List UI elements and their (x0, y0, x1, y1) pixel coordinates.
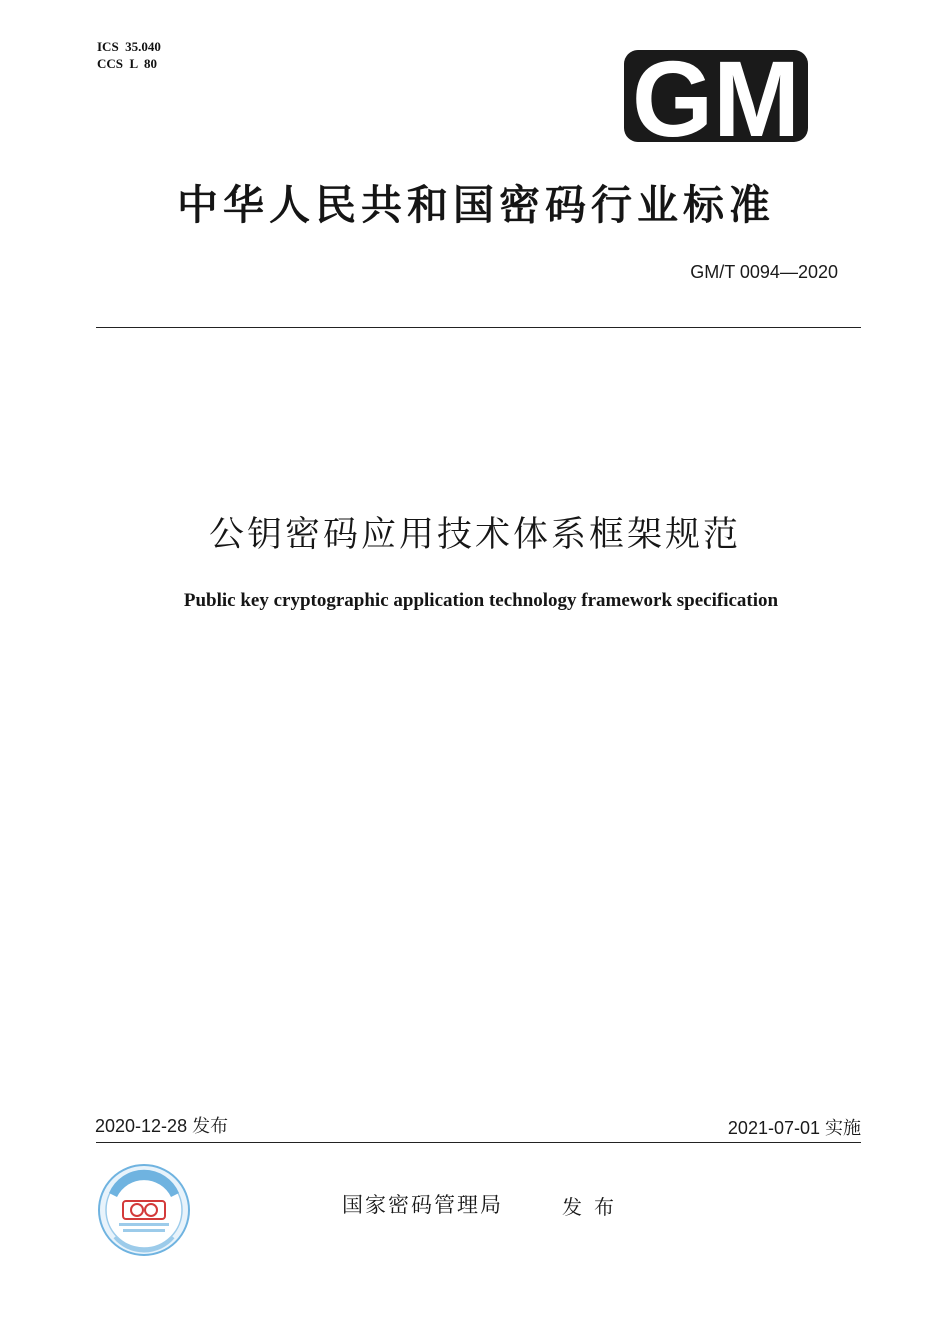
classification-codes (97, 38, 161, 72)
publish-label: 发布 (562, 1195, 626, 1219)
implementation-date: 2021-07-01 实施 (727, 1118, 861, 1138)
anti-counterfeit-seal (97, 1163, 191, 1257)
footer-divider (96, 1142, 861, 1143)
header-divider (96, 327, 861, 328)
ics-code: ICS 35.040 (97, 39, 161, 54)
gm-logo (624, 50, 808, 142)
standard-number: GM/T 0094—2020 (690, 262, 838, 282)
publisher-name: 国家密码管理局 (342, 1193, 503, 1217)
gm-logo-text: GM (632, 50, 800, 142)
ccs-code: CCS L 80 (97, 56, 157, 71)
issue-date: 2020-12-28 发布 (95, 1116, 229, 1136)
document-title-english: Public key cryptographic application technology framework specification (183, 590, 779, 611)
document-title-chinese: 公钥密码应用技术体系框架规范 (208, 515, 741, 555)
standard-category-title: 中华人民共和国密码行业标准 (177, 181, 775, 229)
